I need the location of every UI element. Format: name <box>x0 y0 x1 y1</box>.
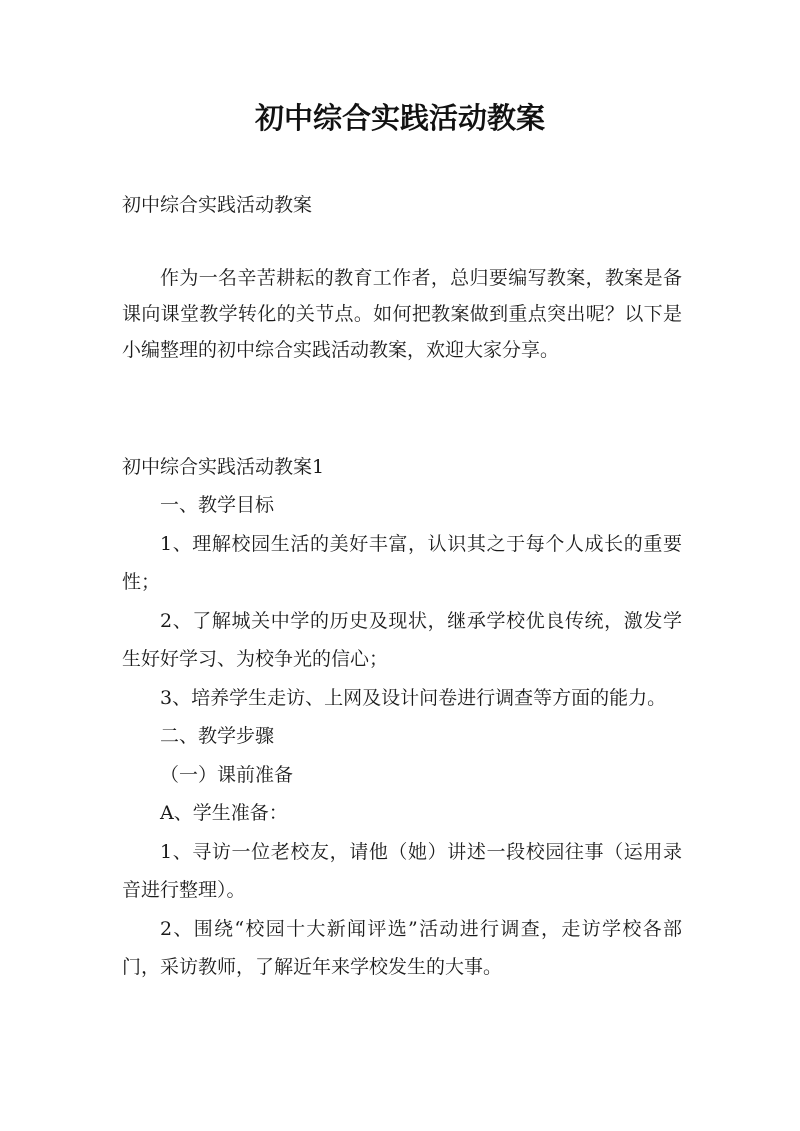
intro-paragraph: 作为一名辛苦耕耘的教育工作者，总归要编写教案，教案是备课向课堂教学转化的关节点。如何把教案做到重点突出呢？以下是小编整理的初中综合实践活动教案，欢迎大家分享。 <box>122 267 682 361</box>
subheading-student-preparation: A、学生准备： <box>160 802 288 824</box>
preparation-item-1: 1、寻访一位老校友，请他（她）讲述一段校园往事（运用录音进行整理）。 <box>122 840 682 901</box>
goal-item-1: 1、理解校园生活的美好丰富，认识其之于每个人成长的重要性； <box>122 532 682 593</box>
subheading-preparation: （一）课前准备 <box>160 763 294 786</box>
document-title: 初中综合实践活动教案 <box>254 101 545 135</box>
preparation-item-2: 2、围绕“校园十大新闻评选”活动进行调查，走访学校各部门，采访教师，了解近年来学校发生的大事。 <box>122 917 682 978</box>
heading-teaching-goals: 一、教学目标 <box>160 494 275 516</box>
document-subtitle: 初中综合实践活动教案 <box>122 194 313 216</box>
goal-item-2: 2、了解城关中学的历史及现状，继承学校优良传统，激发学生好好学习、为校争光的信心； <box>122 609 682 670</box>
section-content <box>122 486 682 987</box>
section-heading: 初中综合实践活动教案1 <box>122 456 325 478</box>
heading-teaching-steps: 二、教学步骤 <box>160 725 275 747</box>
goal-item-3: 3、培养学生走访、上网及设计问卷进行调查等方面的能力。 <box>160 686 667 709</box>
